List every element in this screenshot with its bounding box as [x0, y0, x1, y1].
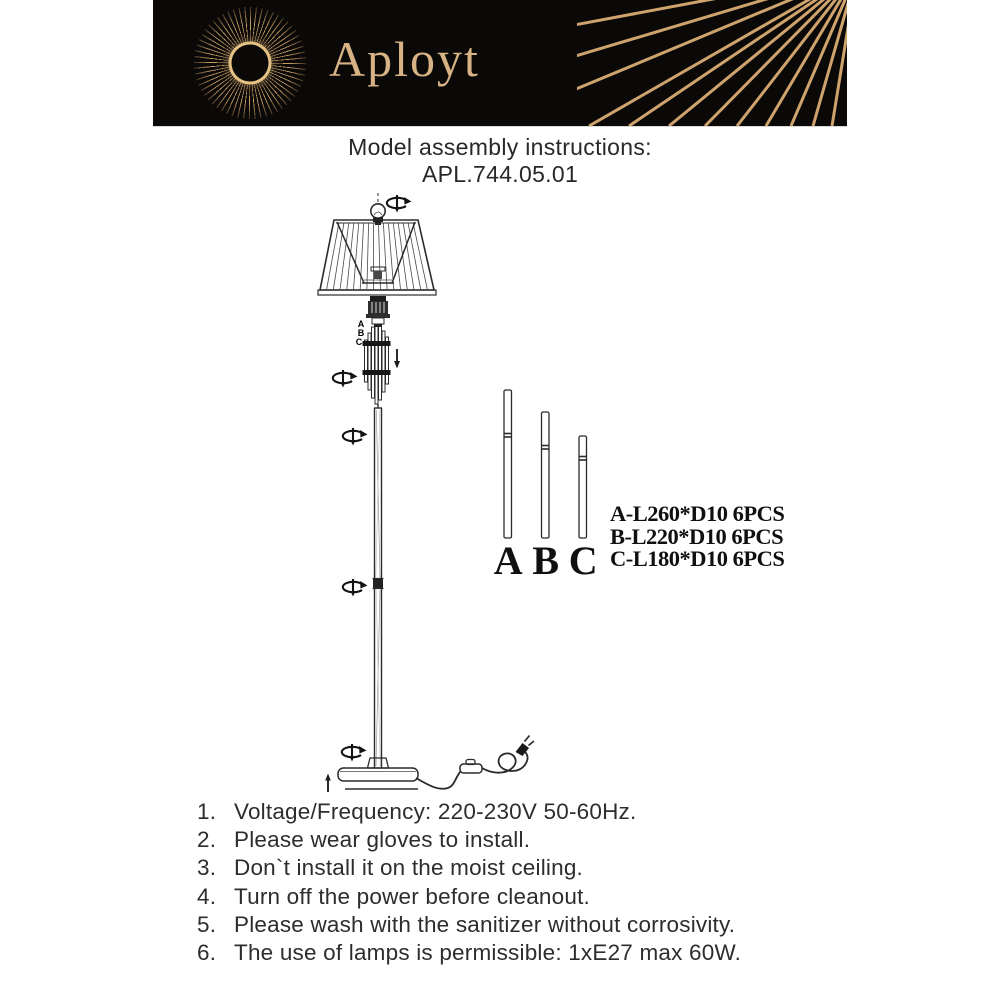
rotate-arrow-icon [342, 744, 367, 762]
part-marker-b: B [357, 328, 365, 338]
rod-spec-a: A-L260*D10 6PCS [610, 501, 785, 526]
item-text: Voltage/Frequency: 220-230V 50-60Hz. [234, 799, 637, 824]
part-marker-a: A [357, 319, 365, 329]
rod-a [504, 390, 512, 538]
instructions-list [197, 799, 877, 968]
item-number: 4. [197, 883, 217, 909]
item-number: 2. [197, 827, 217, 853]
instruction-item [197, 912, 877, 940]
brand-name: Aployt [329, 31, 480, 87]
cluster-band [363, 370, 391, 375]
up-arrow-icon [325, 774, 331, 793]
down-arrow-icon [394, 349, 400, 369]
rotate-arrow-icon [343, 428, 368, 446]
rotate-arrow-icon [387, 195, 412, 213]
plug-icon [516, 736, 535, 757]
sunburst-logo-icon [194, 7, 306, 119]
rotate-arrow-icon [333, 370, 358, 388]
crystal-cluster [356, 319, 391, 404]
item-text: Don`t install it on the moist ceiling. [234, 855, 584, 881]
corner-rays-decoration-icon [577, 0, 847, 126]
item-text: Please wear gloves to install. [234, 827, 531, 853]
brand-header [153, 0, 847, 127]
item-number: 1. [197, 799, 217, 824]
pole-joint [373, 579, 383, 588]
finial [371, 204, 385, 225]
item-text: The use of lamps is permissible: 1xE27 max 60W. [234, 939, 742, 965]
rod-label-b: B [532, 538, 559, 583]
item-text: Turn off the power before cleanout. [234, 883, 590, 909]
item-text: Please wash with the sanitizer without corrosivity. [234, 911, 736, 937]
instruction-item [197, 884, 877, 912]
part-marker-c: C [355, 337, 363, 347]
parts-rods [494, 390, 785, 583]
instruction-item [197, 827, 877, 855]
lamp-pole [373, 404, 384, 768]
rod-label-c: C [568, 538, 598, 583]
instruction-item [197, 855, 877, 883]
assembly-diagram [150, 190, 850, 802]
rod-c [579, 436, 587, 538]
page-title: Model assembly instructions: [348, 134, 652, 160]
rod-spec-c: C-L180*D10 6PCS [610, 546, 785, 571]
rod-b [542, 412, 550, 538]
rod-label-a: A [493, 538, 523, 583]
item-number: 5. [197, 911, 217, 937]
lamp-base [325, 758, 418, 792]
rotate-arrow-icon [343, 579, 368, 597]
inline-switch-icon [460, 760, 482, 774]
rod-spec-b: B-L220*D10 6PCS [610, 524, 784, 549]
lamp-socket [366, 296, 390, 327]
cluster-band [363, 341, 391, 346]
item-number: 6. [197, 939, 217, 965]
power-cord [416, 736, 534, 789]
title-block [153, 134, 847, 188]
lampshade [318, 220, 436, 295]
model-number: APL.744.05.01 [421, 161, 579, 187]
item-number: 3. [197, 855, 217, 881]
instruction-item [197, 940, 877, 968]
instruction-item [197, 799, 877, 827]
